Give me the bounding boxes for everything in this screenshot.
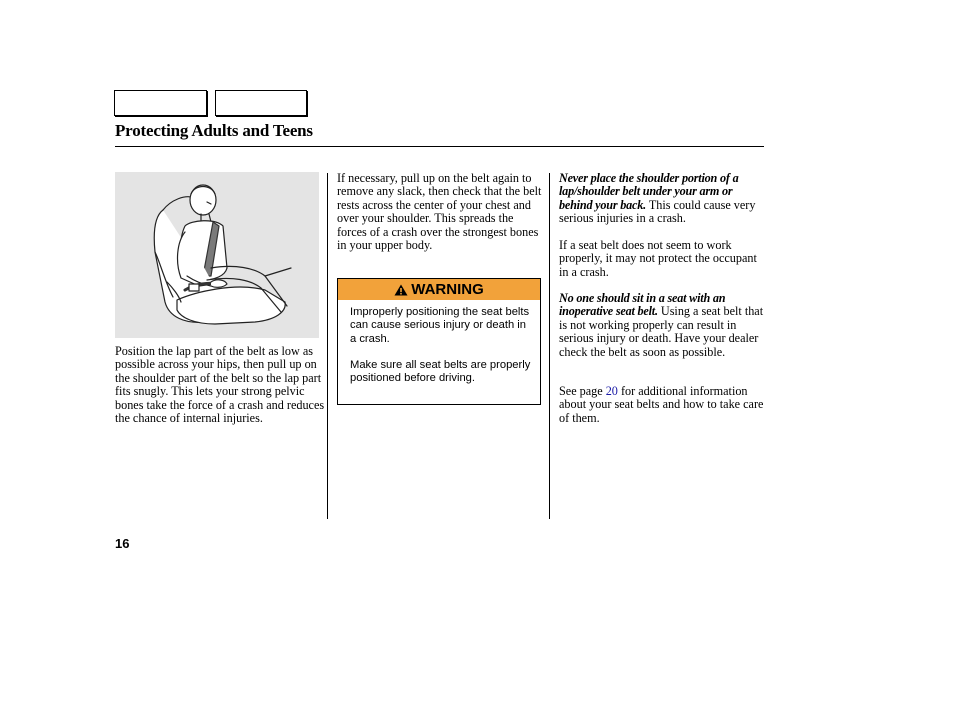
- column-divider-1: [327, 173, 328, 519]
- malfunction-note: If a seat belt does not seem to work properly, it may not protect the occupant in a crash.: [559, 238, 757, 279]
- warning-box: [337, 278, 541, 405]
- warning-text-1: Improperly positioning the seat belts can cause serious injury or death in a crash.: [350, 306, 530, 345]
- see-page-before: See page: [559, 384, 606, 398]
- shoulder-belt-instructions: If necessary, pull up on the belt again to remove any slack, then check that the belt rests across the center of your chest and over your shoulder. This spreads the forces of a crash over the strongest bones in your upper body.: [337, 171, 542, 253]
- warning-text-2: Make sure all seat belts are properly positioned before driving.: [350, 359, 531, 385]
- page-number: 16: [115, 536, 130, 551]
- page-20-link[interactable]: 20: [605, 384, 618, 398]
- inoperative-belt-caution-bold: No one should sit in a seat with an inoperative seat belt.: [559, 291, 726, 319]
- shoulder-portion-caution: [559, 172, 767, 226]
- warning-header: [338, 279, 540, 300]
- shoulder-portion-caution-rest: This could cause very serious injuries in a crash.: [559, 197, 756, 226]
- page-title: Protecting Adults and Teens: [115, 121, 313, 140]
- inoperative-belt-caution-rest: Using a seat belt that is not working properly can result in serious injury or death. Have your dealer check the belt as soon as possible.: [559, 304, 764, 359]
- see-page-reference: [559, 385, 767, 425]
- inoperative-belt-caution: [559, 292, 767, 359]
- see-page-after: for additional information about your seat belts and how to take care of them.: [559, 384, 764, 425]
- nav-tab-1[interactable]: [114, 90, 207, 116]
- nav-tab-2[interactable]: [215, 90, 307, 116]
- shoulder-portion-caution-bold: Never place the shoulder portion of a lap/shoulder belt under your arm or behind your back.: [559, 171, 739, 212]
- warning-label: WARNING: [411, 281, 484, 298]
- column-divider-2: [549, 173, 550, 519]
- lap-belt-instructions: Position the lap part of the belt as low as possible across your hips, then pull up on the shoulder part of the belt so the lap part fits snugly. This lets your strong pelvic bones take the force of a crash and reduces the chance of internal injuries.: [115, 344, 325, 426]
- title-rule: [115, 146, 764, 147]
- warning-triangle-icon: [394, 284, 408, 296]
- seatbelt-illustration: [115, 172, 319, 338]
- seated-person-image: [115, 172, 319, 338]
